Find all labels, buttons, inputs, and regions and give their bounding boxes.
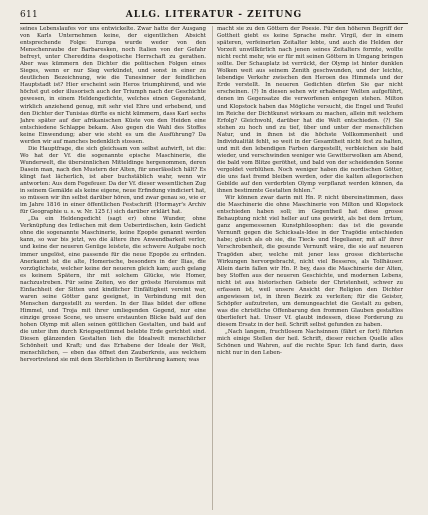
right-paragraph-2: Wir können zwar darin mit Hn. P. nicht übereinstimmen, dass die Maschinerie die ohne Maschinerie von Milton und Klopstock entschieden haben soll; im Gegentheil hat diese grosse Behauptung nicht viel heller auf uns gewirkt, als bei dem Irrtum, ganz angemessenen Kunstphilosophen: das ist die gesunde Vernunft gegen die Schicksals-Idee in der Tragödie entschieden habe; gleich als ob sie, die Tieck- und Hegelianer, mit all' ihrer Verschrobenheit, die gesunde Vernunft wäre, die sie auf neueren Tragöden aber, welche mit jener less grosse dichterische Wirkungen hervorgebracht, nicht viel Besseres, als Tollhäuser. Allein darin fallen wir Hn. P. bey, dass die Maschinerie der Alten, bey Stoffen aus der neueren Geschichte, und modernen Lebens, nicht ist aus historischen Gebiete der Christenheit, schwer zu erfassen ist, weil unsere Ansicht der Religion den Dichter angewiesen ist, in ihren Bezirk zu verleiten; für die Geister, Schöpfer aufzutreten, um demungeachtet die Gestalt zu geben, was die christliche Offenbarung den frommen Glauben gestaltlos überliefert hat. Unser Vf. glaubt indessen, diese Forderung zu diesem Ersatz in der heil. Schrift selbst gefunden zu haben. — [217, 195, 403, 328]
page-number: 611 — [20, 10, 39, 20]
column-divider — [212, 26, 213, 510]
right-paragraph-1: macht sie zu den Göttern der Poesie. Für den höheren Begriff der Gottheit giebt es keine Sprache mehr. Virgil, der in einem späteren, verfeinerten Zeitalter lebte, und auch die Helden der Vorzeit unwillkürlich nach jenen seines Zeitalters formte, wollte nicht recht mehr, wie er für mit seinen Göttern in Umgang bringen sollte. Der Schauplatz ist verrückt, der Olymp ist hinter dunklen Wolken weit aus seinem Zenith geschwunden, und der leichte, lebendige Verkehr zwischen den Heroen des Himmels und der Erde verstellt. In neueren Gedichten dürfen Sie gar nicht erscheinen. (?) In diesen sehen wir erhabener Welten aufgeführt, denen im Gegensatze die verworfenen entgegen stehen. Milton und Klopstock haben das Mögliche versucht, die Engel und Teufel im Reiche der Dichtkunst wirksam zu machen, allein mit welchem Erfolg? Gleichwohl, darüber hat die Welt entschieden. (?) Sie stehen zu hoch und zu tief, über und unter der menschlichen Natur, und in ihnen ist die höchste Vollkommenheit und Individualität fehlt, so weit in der Gesamtheit nicht fest zu halten, und mit den lebendigen Farben dargestellt, verbleichen sie bald wieder, und verschwinden weniger wie Gewitterwolken am Abend, die bald vom Blitze geröthet, und bald von der scheidenden Sonne vergoldet verblühen. Noch weniger haben die nordischen Götter, die uns fast fremd bleiben werden, oder die kalten allegorischen Gebilde auf den verderbten Olymp verpflanzt werden können, da ihnen bestimmte Gestalten fehlen.“ — [217, 26, 403, 195]
left-column — [20, 26, 206, 510]
right-paragraph-3: „Nach langem, fruchtlosem Nachsinnen (fährt er fort) führten mich einige Stellen der heil. Schrift, dieser reichen Quelle alles Schönen und Wahren, auf die rechte Spur. Ich fand darin, dass nicht nur in den Leben- — [217, 329, 403, 357]
right-column — [217, 26, 403, 510]
left-paragraph-2: Die Hauptfrage, die sich gleichsam von selbst aufwirft, ist die: Wo hat der Vf. die sogenannte epische Maschinerie, die Wunderwelt, die übersinnlichen Mitteldinge hergenommen, deren Dasein man, nach den Mustern der Alten, für unerlässlich hält? Es klingt fast lächerlich, ist aber buchstäblich wahr, wenn wir antworten: Aus dem Fegefeuer. Da der Vf. dieser wesentlichen Zug in seinem Gemälde als keine eigene, neue Erfindung vindiciert hat, so müssen wir ihn selbst darüber hören, und zwar genau so, wie er im Jahre 1816 in einer öffentlichen Festschrift (Hormayr's Archiv für Geographie u. s. w. Nr. 125 f.) sich darüber erklärt hat. — [20, 145, 206, 216]
page-header — [20, 8, 408, 22]
header-rule — [20, 23, 408, 24]
left-paragraph-1: seines Lebenslaufes vor uns entwickelte. Zwar hatte der Ausgang von Karls Unternehmen keine, der eigentlichen Absicht entsprechende Folge: Europa wurde weder von den Menschenraube der Barbaresken, noch Italien von der Gefahr befreyt, unter Chereddins despotische Herrschaft zu gerathen. Aber was kümmern den Dichter die politischen Folgen eines Sieges, wenn er nur Sieg verkündet, und sonst in einer zu deutlichen Bezeichnung, wie die Tunesinner der feindlichen Hauptstadt ist? Hier erscheint sein Heros triumphirend, und wie höchst gut oder illusorisch auch der Triumph nach der Geschichte gewesen, in einem Heldengedichte, welches einen Gegenstand, wirklich anziehend genug, mit sehr viel Ehre und erhebend, und den Dichter der Tunisias dürfte es nicht kümmern, dass Karl sechs Jahre später auf der afrikanischen Küste von den Heiden eine entschiedene Schlappe bekam. Also gegen die Wahl des Stoffes keine Einwendung; aber wie steht es um die Ausführung? Da werden wir auf manches bedenklich stossen. — [20, 26, 206, 145]
journal-title: ALLG. LITERATUR - ZEITUNG — [125, 10, 303, 20]
left-paragraph-3: „Da ein Heldengedicht (sagt er) ohne Wunder, ohne Verknüpfung des Irdischen mit dem Ueberirdischen, kein Gedicht ohne die sogenannte Maschinerie, keine Epopöe genannt werden kann, so war bis jetzt, wo die ältere ihre Anwendbarkeit verlor, und keine der neueren Genüge leistete, die schwere Aufgabe noch immer ungelöst, eine passende für die neue Epopöe zu erfinden. Anerkannt ist die alte, Homerische, besonders in der Ilias, die vorzüglichste, welcher keine der neueren gleich kam; auch gelang es keinem Spätern, ihr mit solchem Glücke, wie Homer, nachzustreben. Für seine Zeiten, wo der grösste Heroismus mit Einfachheit der Sitten und kindlicher Einfältigkeit vereint war, waren seine Götter ganz geeignet, in Verbindung mit den Menschen dargestellt zu werden. In der Ilias bildet der offene Himmel, und Troja mit ihrer umliegenden Gegend, nur eine einzige grosse Scene, wo unsere erstaunten Blicke bald auf den hohen Olymp mit allen seinen göttlichen Gestalten, und bald auf die unter ihm durch Kriegsgetümmel belebte Erde gerichtet sind. Diesen glänzenden Gestalten lieh die Idealwelt menschlicher Schönheit und Kraft; und das Erhabene der Ideale der Welt, menschlichen, — eben das öffnet den Zauberkreis, aus welchem hervortretend sie mit dem Sterblichen in Berührung kamen; was — [20, 216, 206, 364]
